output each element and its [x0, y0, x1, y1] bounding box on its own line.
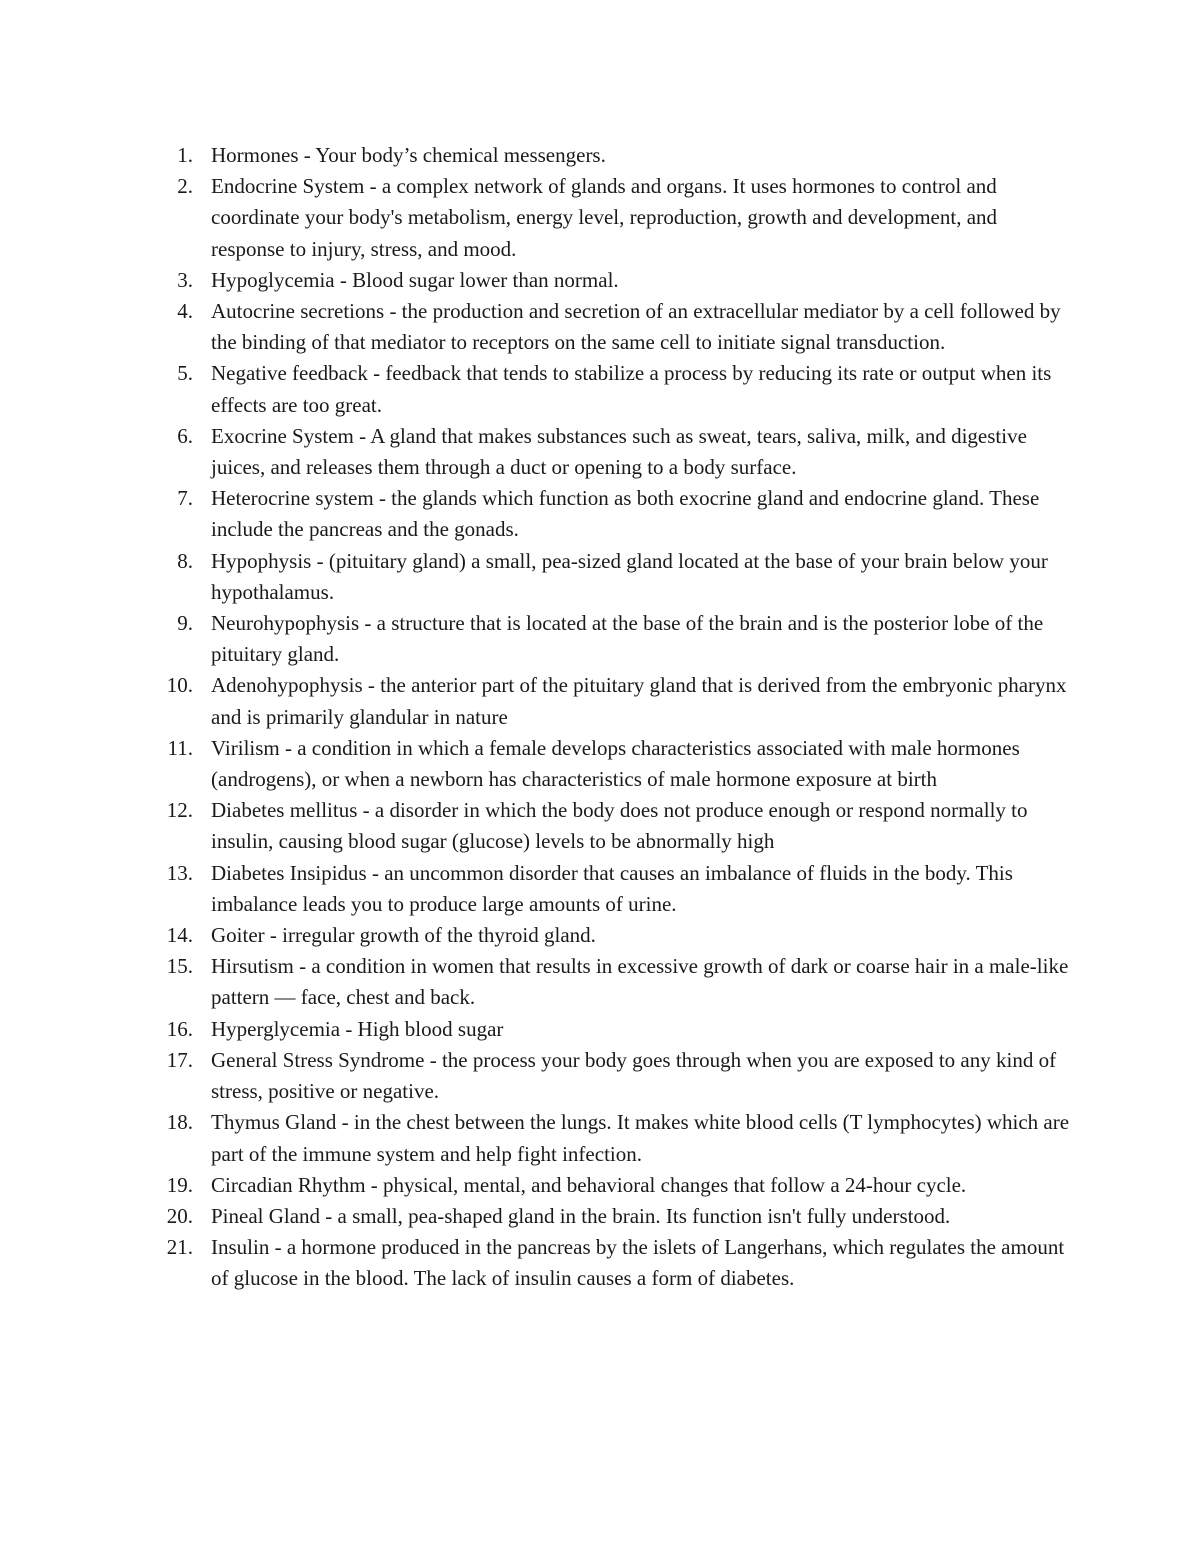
item-number: 7. [177, 486, 193, 511]
item-text: Hypophysis - (pituitary gland) a small, pea-sized gland located at the base of your brain below your hypothalamus. [211, 548, 1048, 604]
list-item [140, 1045, 1070, 1107]
list-item [140, 421, 1070, 483]
list-item [140, 795, 1070, 857]
list-item [140, 951, 1070, 1013]
item-text: Adenohypophysis - the anterior part of the pituitary gland that is derived from the embryonic pharynx and is primarily glandular in nature [211, 673, 1067, 729]
item-number: 12. [166, 798, 193, 823]
item-text: Virilism - a condition in which a female develops characteristics associated with male hormones (androgens), or when a newborn has characteristics of male hormone exposure at birth [211, 735, 1020, 792]
item-number: 20. [166, 1203, 193, 1228]
item-number: 4. [177, 299, 193, 324]
item-number: 13. [166, 860, 193, 885]
item-text: Thymus Gland - in the chest between the lungs. It makes white blood cells (T lymphocytes) which are part of the immune system and help fight infection. [211, 1110, 1070, 1166]
item-text: General Stress Syndrome - the process your body goes through when you are exposed to any kind of stress, positive or negative. [211, 1047, 1057, 1104]
item-text: Heterocrine system - the glands which function as both exocrine gland and endocrine gland. These include the pancreas and the gonads. [211, 486, 1040, 542]
item-number: 18. [166, 1110, 193, 1135]
item-text: Diabetes mellitus - a disorder in which the body does not produce enough or respond normally to insulin, causing blood sugar (glucose) levels to be abnormally high [211, 798, 1028, 854]
item-number: 10. [166, 673, 193, 698]
item-number: 14. [166, 923, 193, 948]
list-item [140, 546, 1070, 608]
item-number: 19. [166, 1172, 193, 1197]
list-item [140, 1232, 1070, 1294]
list-item [140, 1107, 1070, 1169]
list-item [140, 920, 1070, 951]
item-text: Circadian Rhythm - physical, mental, and behavioral changes that follow a 24-hour cycle. [211, 1172, 967, 1197]
item-number: 1. [177, 143, 193, 167]
item-number: 5. [177, 361, 193, 386]
list-item [140, 140, 1070, 171]
item-text: Exocrine System - A gland that makes substances such as sweat, tears, saliva, milk, and digestive juices, and releases them through a duct or opening to a body surface. [211, 423, 1027, 480]
list-item [140, 1201, 1070, 1232]
item-text: Hirsutism - a condition in women that results in excessive growth of dark or coarse hair in a male-like pattern — face, chest and back. [211, 954, 1069, 1010]
item-number: 9. [177, 611, 193, 636]
item-number: 17. [166, 1047, 193, 1072]
list-item [140, 608, 1070, 670]
item-text: Negative feedback - feedback that tends to stabilize a process by reducing its rate or output when its effects are too great. [211, 361, 1052, 417]
item-number: 16. [166, 1016, 193, 1041]
list-item [140, 1014, 1070, 1045]
item-text: Hypoglycemia - Blood sugar lower than normal. [211, 267, 619, 292]
list-item [140, 171, 1070, 265]
list-item [140, 858, 1070, 920]
list-item [140, 358, 1070, 420]
item-text: Autocrine secretions - the production and secretion of an extracellular mediator by a cell followed by the binding of that mediator to receptors on the same cell to initiate signal transduction. [211, 299, 1061, 355]
item-number: 11. [167, 735, 193, 760]
item-number: 21. [166, 1235, 193, 1260]
definitions-list [140, 140, 1070, 1295]
item-text: Neurohypophysis - a structure that is located at the base of the brain and is the posterior lobe of the pituitary gland. [211, 611, 1044, 667]
list-item [140, 670, 1070, 732]
list-item [140, 296, 1070, 358]
list-item [140, 733, 1070, 795]
item-text: Hormones - Your body’s chemical messengers. [211, 143, 606, 167]
item-text: Insulin - a hormone produced in the pancreas by the islets of Langerhans, which regulates the amount of glucose in the blood. The lack of insulin causes a form of diabetes. [211, 1235, 1065, 1291]
item-text: Diabetes Insipidus - an uncommon disorder that causes an imbalance of fluids in the body. This imbalance leads you to produce large amounts of urine. [211, 860, 1013, 916]
list-item [140, 483, 1070, 545]
item-text: Endocrine System - a complex network of glands and organs. It uses hormones to control and coordinate your body's metabolism, energy level, reproduction, growth and development, and response to injury, stress, and mood. [211, 174, 998, 261]
item-number: 6. [177, 423, 193, 448]
item-text: Pineal Gland - a small, pea-shaped gland in the brain. Its function isn't fully understood. [211, 1203, 951, 1228]
item-number: 3. [177, 267, 193, 292]
item-text: Goiter - irregular growth of the thyroid gland. [211, 923, 596, 948]
item-number: 8. [177, 548, 193, 573]
item-text: Hyperglycemia - High blood sugar [211, 1016, 504, 1041]
item-number: 15. [166, 954, 193, 979]
list-item [140, 265, 1070, 296]
list-item [140, 1170, 1070, 1201]
item-number: 2. [177, 174, 193, 199]
